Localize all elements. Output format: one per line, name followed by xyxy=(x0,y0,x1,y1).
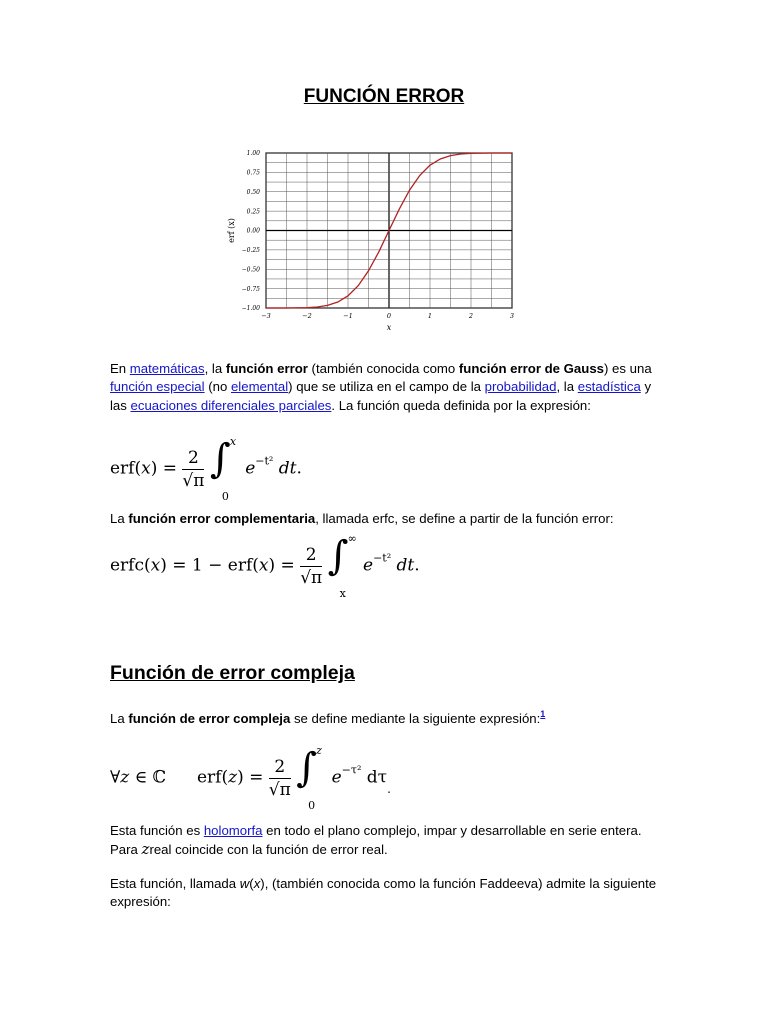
y-tick-label: −1.00 xyxy=(241,305,260,313)
reference-link[interactable]: 1 xyxy=(540,709,546,719)
x-tick-label: 0 xyxy=(386,312,392,320)
x-tick-label: −3 xyxy=(261,312,271,320)
y-tick-label: 0.50 xyxy=(246,188,260,196)
link-estadistica[interactable]: estadística xyxy=(577,379,641,395)
x-tick-label: −1 xyxy=(343,312,353,320)
y-axis-label: erf (x) xyxy=(227,218,236,243)
y-tick-label: 0.75 xyxy=(246,169,260,177)
erf-chart xyxy=(224,146,520,336)
x-tick-label: 1 xyxy=(427,312,433,320)
link-probabilidad[interactable]: probabilidad xyxy=(484,379,557,395)
x-tick-label: 3 xyxy=(509,312,515,320)
y-tick-label: 0.00 xyxy=(246,227,260,235)
holomorphic-paragraph: Esta función es holomorfa en todo el plano complejo, impar y desarrollable en serie entera. Para zreal coincide con la función de error real. xyxy=(110,823,642,859)
y-tick-label: 1.00 xyxy=(246,150,260,158)
y-tick-label: −0.75 xyxy=(241,285,260,293)
link-holomorfa[interactable]: holomorfa xyxy=(203,823,263,838)
y-tick-label: 0.25 xyxy=(246,208,260,216)
intro-paragraph: En matemáticas, la función error (también conocida como función error de Gauss) es una función especial (no elemental) que se utiliza en el campo de la probabilidad, la estadística y las ecuaciones diferenciales parciales. La función queda definida por la expresión: xyxy=(110,361,652,413)
formula-erfc: erfc(x) = 1 − erf(x) = $\frac{2}{√\pi}$ ∫ ∞ x $e^{-t^2}$ dt. xyxy=(110,532,420,600)
y-tick-label: −0.25 xyxy=(241,247,260,255)
link-elemental[interactable]: elemental xyxy=(230,379,289,395)
x-axis-label: x xyxy=(386,323,392,332)
formula-complex-erf: ∀z ∈ ℂ erf(z) = $\frac{2}{√\pi}$ ∫ z 0 $e^{-\tau^2}$ $d\tau_.$ xyxy=(110,744,391,812)
complex-paragraph: La función de error compleja se define mediante la siguiente expresión:$^1$ xyxy=(110,709,546,726)
link-matematicas[interactable]: matemáticas xyxy=(129,361,205,376)
x-tick-label: −2 xyxy=(302,312,312,320)
erfc-paragraph: La función error complementaria, llamada erfc, se define a partir de la función error: xyxy=(110,511,614,526)
page-title: FUNCIÓN ERROR xyxy=(303,86,465,107)
y-tick-label: −0.50 xyxy=(241,266,260,274)
faddeeva-paragraph: Esta función, llamada w(x), (también conocida como la función Faddeeva) admite la siguiente expresión: xyxy=(110,876,657,910)
link-ecuaciones-diferenciales[interactable]: ecuaciones diferenciales parciales xyxy=(130,397,332,413)
link-funcion-especial[interactable]: función especial xyxy=(110,379,205,395)
x-tick-label: 2 xyxy=(468,312,474,320)
section-heading-complex: Función de error compleja xyxy=(110,662,355,684)
formula-erf: erf(x) = $\frac{2}{√\pi}$ ∫ x 0 $e^{-t^2}$ dt. xyxy=(110,435,302,503)
